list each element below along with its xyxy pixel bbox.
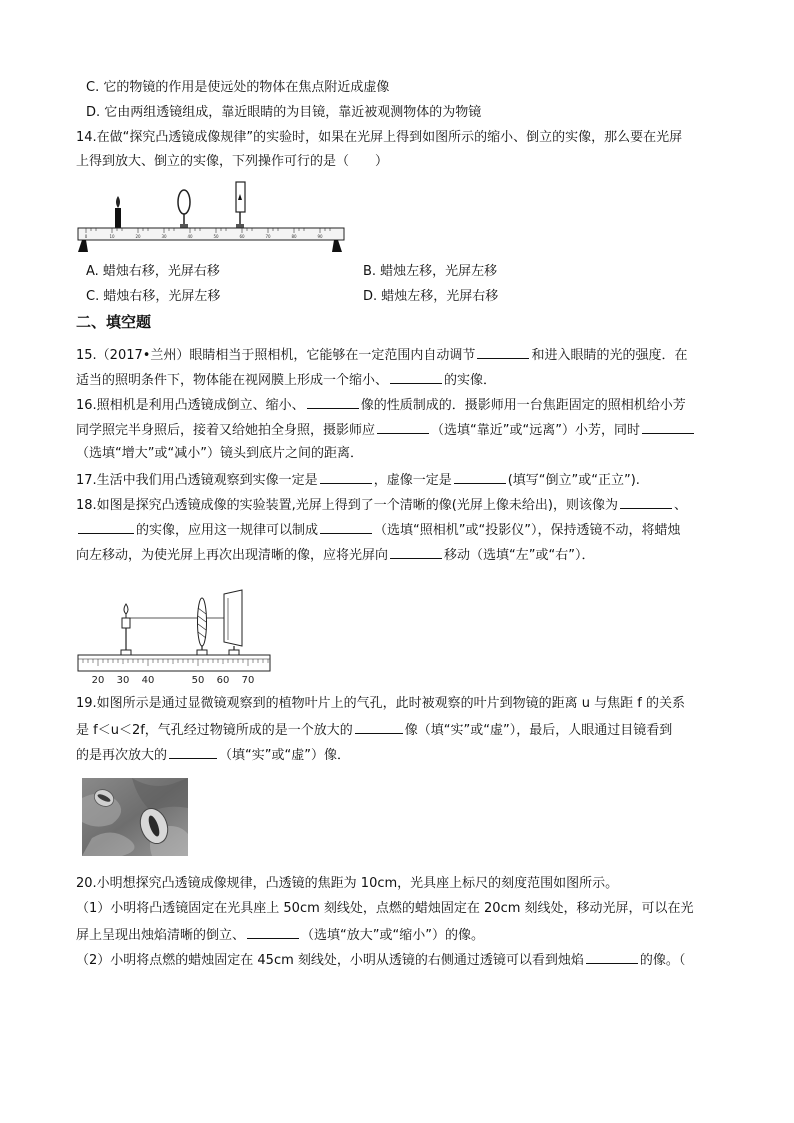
scale-tick-label: 40 xyxy=(141,675,155,686)
light-screen-icon xyxy=(236,182,245,228)
ruler-tick-label: 0 xyxy=(84,234,88,239)
answer-blank xyxy=(169,745,217,759)
answer-blank xyxy=(247,925,299,939)
q14-option-b: B. 蜡烛左移，光屏左移 xyxy=(363,264,498,279)
q20-line2: （1）小明将凸透镜固定在光具座上 50cm 刻线处，点燃的蜡烛固定在 20cm 刻线处，移动光屏，可以在光 xyxy=(76,901,694,916)
optical-bench-figure xyxy=(76,180,346,256)
leaf-stomata-micrograph xyxy=(82,778,188,856)
q17-line1: 17.生活中我们用凸透镜观察到实像一定是 ，虚像一定是 (填写“倒立”或“正立”). xyxy=(76,470,640,490)
q16-line3: （选填“增大”或“减小”）镜头到底片之间的距离． xyxy=(76,446,363,461)
scale-tick-label: 60 xyxy=(216,675,230,686)
q20-line1: 20.小明想探究凸透镜成像规律，凸透镜的焦距为 10cm，光具座上标尺的刻度范围如图所示。 xyxy=(76,876,619,891)
answer-blank xyxy=(642,420,694,434)
lens-icon xyxy=(197,598,207,655)
q15-line1: 15.（2017•兰州）眼睛相当于照相机，它能够在一定范围内自动调节 和进入眼睛的光的强度．在 xyxy=(76,345,687,365)
answer-blank xyxy=(390,370,442,384)
q20-line4: （2）小明将点燃的蜡烛固定在 45cm 刻线处，小明从透镜的右侧通过透镜可以看到烛焰 的像。（ xyxy=(76,950,685,970)
answer-blank xyxy=(620,495,672,509)
answer-blank xyxy=(390,545,442,559)
q19-line1: 19.如图所示是通过显微镜观察到的植物叶片上的气孔，此时被观察的叶片到物镜的距离 u 与焦距 f 的关系 xyxy=(76,696,686,711)
ruler-tick-label: 20 xyxy=(135,234,141,239)
answer-blank xyxy=(477,345,529,359)
q19-line3: 的是再次放大的 （填“实”或“虚”）像． xyxy=(76,745,350,765)
q19-line2: 是 f＜u＜2f，气孔经过物镜所成的是一个放大的 像（填“实”或“虚”），最后，人眼通过目镜看到 xyxy=(76,720,672,740)
q13-option-c: C. 它的物镜的作用是使远处的物体在焦点附近成虚像 xyxy=(86,80,390,95)
scale-tick-label: 20 xyxy=(91,675,105,686)
ruler-tick-label: 40 xyxy=(187,234,193,239)
scale-tick-label: 70 xyxy=(241,675,255,686)
optical-bench-ruler xyxy=(78,228,344,252)
q16-line1: 16.照相机是利用凸透镜成倒立、缩小、 像的性质制成的．摄影师用一台焦距固定的照相机给小芳 xyxy=(76,395,686,415)
ruler-tick-label: 60 xyxy=(239,234,245,239)
answer-blank xyxy=(377,420,429,434)
optical-bench-scale xyxy=(78,655,270,671)
answer-blank xyxy=(307,395,359,409)
answer-blank xyxy=(355,720,403,734)
q18-line3: 向左移动，为使光屏上再次出现清晰的像，应将光屏向 移动（选填“左”或“右”）． xyxy=(76,545,594,565)
scale-tick-label: 30 xyxy=(116,675,130,686)
q13-option-d: D. 它由两组透镜组成，靠近眼睛的为目镜，靠近被观测物体的为物镜 xyxy=(86,105,482,120)
ruler-tick-label: 10 xyxy=(109,234,115,239)
ruler-tick-label: 30 xyxy=(161,234,167,239)
light-screen-icon xyxy=(224,590,242,655)
q20-line3: 屏上呈现出烛焰清晰的倒立、 （选填“放大”或“缩小”）的像。 xyxy=(76,925,484,945)
q16-line2: 同学照完半身照后，接着又给她拍全身照，摄影师应 （选填“靠近”或“远离”）小芳，同时 xyxy=(76,420,696,440)
q14-option-a: A. 蜡烛右移，光屏右移 xyxy=(86,264,220,279)
section-title: 二、填空题 xyxy=(76,313,152,331)
ruler-tick-label: 90 xyxy=(317,234,323,239)
optical-bench-figure-2 xyxy=(76,588,272,686)
answer-blank xyxy=(78,520,134,534)
q18-line2: 的实像，应用这一规律可以制成 （选填“照相机”或“投影仪”），保持透镜不动，将蜡烛 xyxy=(76,520,680,540)
ruler-tick-label: 50 xyxy=(213,234,219,239)
answer-blank xyxy=(320,520,372,534)
answer-blank xyxy=(454,470,506,484)
answer-blank xyxy=(586,950,638,964)
q14-stem-line2: 上得到放大、倒立的实像，下列操作可行的是（ ） xyxy=(76,154,389,169)
candle-icon xyxy=(115,196,121,228)
q18-line1: 18.如图是探究凸透镜成像的实验装置,光屏上得到了一个清晰的像(光屏上像未给出)，则该像为 、 xyxy=(76,495,687,515)
candle-icon xyxy=(121,604,131,655)
q14-option-c: C. 蜡烛右移，光屏左移 xyxy=(86,289,221,304)
ruler-tick-label: 70 xyxy=(265,234,271,239)
q14-stem-line1: 14.在做“探究凸透镜成像规律”的实验时，如果在光屏上得到如图所示的缩小、倒立的实像，那么要在光屏 xyxy=(76,130,683,145)
q15-line2: 适当的照明条件下，物体能在视网膜上形成一个缩小、 的实像． xyxy=(76,370,496,390)
q14-option-d: D. 蜡烛左移，光屏右移 xyxy=(363,289,499,304)
lens-icon xyxy=(178,190,190,228)
scale-tick-label: 50 xyxy=(191,675,205,686)
ruler-tick-label: 80 xyxy=(291,234,297,239)
answer-blank xyxy=(320,470,372,484)
